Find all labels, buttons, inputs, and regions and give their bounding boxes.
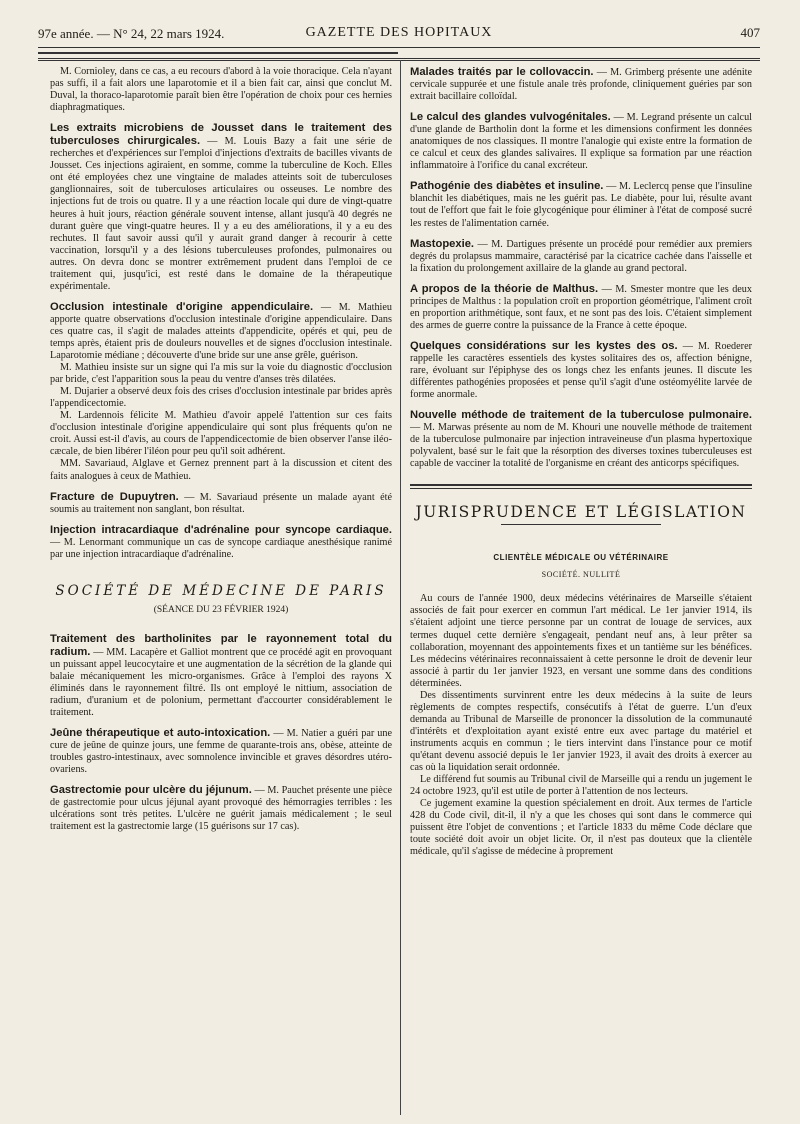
article-body: — M. Savariaud présente un malade ayant été soumis au traitement non sanglant, bon résultat. — [50, 491, 392, 515]
article-occlusion — [50, 301, 392, 362]
jurisprudence-underline — [501, 524, 661, 525]
article-title: Nouvelle méthode de traitement de la tuberculose pulmonaire. — [410, 409, 752, 422]
article-body: — M. Roederer rappelle les caractères essentiels des kystes solitaires des os, affection bénigne, rare, évoluant sur l'épiphyse des os longs chez les enfants jeunes. Il discute les différentes pathogénies proposées et pense qu'il s'agit d'une ostéomyélite larvée de forme anormale. — [410, 340, 752, 401]
journal-title: GAZETTE DES HOPITAUX — [305, 25, 493, 40]
page-number: 407 — [740, 25, 760, 40]
article-body: — M. Smester montre que les deux principes de Malthus : la population croît en proportion géométrique, l'aliment croît en proportion arithmétique, sont faux, et ne sont pas des lois. C'étaient simplement des armes de guerre contre la puissance de la France à cette époque. — [410, 283, 752, 331]
jurisprudence-subtitle-2: SOCIÉTÉ. NULLITÉ — [541, 570, 621, 580]
page-header — [38, 22, 760, 44]
issue-line: 97e année. — N° 24, 22 mars 1924. — [38, 26, 225, 41]
article-title: Traitement des bartholinites par le rayonnement total du radium. — [50, 632, 392, 658]
article-bartholinites — [50, 633, 392, 719]
article-body: — M. Pauchet présente une pièce de gastrectomie pour ulcus jéjunal ayant provoqué des hémorragies terribles : les ulcérations sont très petites. L'ulcère ne guérit jamais médicalement ; le seul traitement est la gastrectomie large (15 guérisons sur 17 cas). — [50, 785, 393, 833]
article-body: — M. Legrand présente un calcul d'une glande de Bartholin dont la forme et les dimensions confirment les données anatomiques de nos classiques. Il montre l'analogie qui existe entre la formation de ce calcul et ceux des glandes salivaires. Il explique sa formation par une réaction inflammatoire à l'orifice du canal excréteur. — [410, 112, 752, 172]
paragraph: Au cours de l'année 1900, deux médecins vétérinaires de Marseille s'étaient associés de fait pour exercer en commun l'art médical. Le 1er janvier 1914, ils s'étaient adjoint une tierce personne par un contrat de louage de services, aux termes duquel cette dernière s'engageait, pendant neuf ans, à leur prêter sa collaboration, moyennant des appointements fixes et un tantième sur les bénéfices. Les médecins vétérinaires reconnaissaient à cette personne le droit de devenir leur associé à partir du 1er janvier 1923, en versant une somme dans des conditions déterminées. — [410, 593, 752, 689]
seance-date: (SÉANCE DU 23 FÉVRIER 1924) — [153, 604, 289, 615]
article-title: Pathogénie des diabètes et insuline. — [410, 180, 604, 193]
intro-paragraph: M. Cornioley, dans ce cas, a eu recours d'abord à la voie thoracique. Cela n'ayant pas suffi, il a fait alors une laparotomie et il a bien fait car, ainsi que conclut M. Duval, la thoraco-laparotomie paraît bien être l'opération de choix pour ces hernies diaphragmatiques. — [50, 66, 392, 114]
article-body: — M. Natier a guéri par une cure de jeûne de quinze jours, une femme de quarante-trois ans, obèse, atteinte de troubles gastro-intestinaux, avec somnolence invincible et graves désordres utéro-ovariens. — [50, 728, 392, 776]
article-body: — M. Grimberg présente une adénite cervicale suppurée et une fistule anale très profonde, cliniquement guéries par son extrait bacillaire colloïdal. — [410, 67, 752, 103]
article-title: Les extraits microbiens de Jousset dans le traitement des tuberculoses chirurgicales. — [50, 122, 392, 148]
article-adrenaline — [50, 524, 392, 561]
jurisprudence-subtitle: CLIENTÈLE MÉDICALE OU VÉTÉRINAIRE — [493, 553, 669, 563]
header-rule — [38, 47, 760, 48]
article-diabetes — [410, 180, 752, 229]
article-title: Fracture de Dupuytren. — [50, 490, 179, 503]
article-title: Jeûne thérapeutique et auto-intoxication. — [50, 727, 271, 740]
paragraph: Des dissentiments survinrent entre les deux médecins à la suite de leurs règlements de comptes respectifs, consécutifs à l'état de guerre. L'un d'eux demanda au Tribunal de Marseille de prononcer la dissolution de la communauté d'intérêts et d'exploitation ayant existé entre eux avec partage du matériel et instruments acquis en commun ; le tiers intervint dans l'instance pour ce motif qu'étant devenu associé depuis le 1er janvier 1923, il avait des droits à exercer au cas où la liquidation serait ordonnée. — [410, 689, 752, 774]
right-column — [410, 66, 752, 858]
article-collovaccin — [410, 66, 752, 103]
article-jeune — [50, 727, 392, 776]
article-body: — M. Leclercq pense que l'insuline blanchit les diabétiques, mais ne les guérit pas. Le diabète, pour lui, résulte avant tout de l'effort que fait le foie glycogénique pour éliminer à l'état de composé sucré les restes de l'alimentation carnée. — [410, 181, 752, 229]
paragraph: Le différend fut soumis au Tribunal civil de Marseille qui a rendu un jugement le 24 octobre 1923, qu'il est utile de porter à l'attention de nos lecteurs. — [410, 774, 752, 798]
article-calcul — [410, 111, 752, 172]
article-body: — M. Louis Bazy a fait une série de recherches et d'expériences sur l'emploi d'injections d'extraits de bacilles vivants de Jousset. Ces injections agiraient, en somme, comme la tuberculine de Koch. Elles ont été employées chez une vingtaine de malades atteints soit de tuberculoses ganglionnaires, soit de tuberculoses articulaires ou osseuses. Le nombre des injections fut de trois ou quatre. Il y a une réaction locale qui dure de vingt-quatre heures à huit jours, réaction générale souvent intense, allant jusqu'à 40 degrés ne durant guère que vingt-quatre heures. Il y a eu des améliorations, il y a eu des rechutes. Il faut savoir aussi qu'il y aurait grand danger à recourir à cette vaccination, lorsqu'il y a des lésions tuberculeuses profondes, pulmonaires ou autres. On devra donc se montrer extrêmement prudent dans l'emploi de ce traitement qui, jusqu'ici, est resté dans le domaine de la thérapeutique expérimentale. — [50, 136, 392, 292]
article-malthus — [410, 283, 752, 332]
jurisprudence-rule — [410, 484, 752, 489]
article-mastopexie — [410, 238, 752, 275]
column-divider — [400, 60, 401, 1115]
article-dupuytren — [50, 491, 392, 516]
article-kystes — [410, 340, 752, 401]
section-title: SOCIÉTÉ DE MÉDECINE DE PARIS — [55, 582, 387, 599]
jurisprudence-title: JURISPRUDENCE ET LÉGISLATION — [415, 503, 747, 522]
paragraph: MM. Savariaud, Alglave et Gernez prennent part à la discussion et citent des faits analogues à ceux de Mathieu. — [50, 458, 392, 482]
article-title: Malades traités par le collovaccin. — [410, 66, 594, 78]
article-tuberculose — [410, 409, 752, 470]
paragraph: M. Dujarier a observé deux fois des crises d'occlusion intestinale par brides après l'appendicectomie. — [50, 386, 392, 410]
article-title: Le calcul des glandes vulvogénitales. — [410, 111, 611, 124]
article-jousset — [50, 122, 392, 293]
article-body: — M. Mathieu apporte quatre observations d'occlusion intestinale d'origine appendiculaire. Dans ces quatre cas, il s'agit de malades atteints d'appendicite, opérés et qui, peu de temps après, étaient pris de douleurs nouvelles et de signes d'occlusion intestinale. Laparotomie médiane ; découverte d'une bride sur une anse grêle, guérison. — [50, 301, 392, 362]
article-body: — M. Lenormant communique un cas de syncope cardiaque anesthésique ranimé par une injection intracardiaque d'adrénaline. — [50, 536, 392, 560]
article-body: — M. Dartigues présente un procédé pour remédier aux premiers degrés du prolapsus mammaire, caractérisé par la cicatrice cachée dans l'aisselle et la fixation du prolongement axillaire de la glande au grand pectoral. — [410, 238, 752, 274]
paragraph: M. Mathieu insiste sur un signe qui l'a mis sur la voie du diagnostic d'occlusion par bride, c'est l'apparition sous la peau du ventre d'anses très dilatées. — [50, 362, 392, 386]
header-rule-thick — [38, 52, 398, 54]
article-title: Occlusion intestinale d'origine appendiculaire. — [50, 300, 314, 313]
article-title: Gastrectomie pour ulcère du jéjunum. — [50, 784, 252, 797]
paragraph: M. Lardennois félicite M. Mathieu d'avoir appelé l'attention sur ces faits d'occlusion intestinale d'origine appendiculaire qui sont plus fréquents qu'on ne croit. Aussi est-il d'avis, au cours de l'appendicectomie de bien observer l'anse iléo-cæcale, de bien libérer l'iléon pour peu qu'il soit adhérent. — [50, 410, 392, 458]
header-double-rule — [38, 58, 760, 61]
article-body: — MM. Lacapère et Galliot montrent que ce procédé agit en provoquant un puissant appel leucocytaire et une augmentation de la sécrétion de la glande qui balaie mécaniquement les micro-organismes. Grâce à l'emploi des rayons X éliminés dans le rayonnement filtré. Ils ont employé le nittium, association de radium, d'uranium et de polonium, permettant d'accourter considérablement le traitement. — [50, 646, 392, 719]
paragraph: Ce jugement examine la question spécialement en droit. Aux termes de l'article 428 du Code civil, dit-il, il n'y a que les choses qui sont dans le commerce qui puissent être l'objet de conventions ; et l'article 1833 du même Code déclare que toute société doit avoir un objet licite. Or, il n'est pas douteux que la clientèle médicale, qu'il s'agisse de médecine à proprement — [410, 798, 752, 858]
article-title: A propos de la théorie de Malthus. — [410, 282, 599, 295]
article-body: — M. Marwas présente au nom de M. Khouri une nouvelle méthode de traitement de la tuberculose pulmonaire par injection intraveineuse d'un plasma hypertoxique polyvalent, basé sur le fait que la résorption des diverses toxines tuberculeuses est capable de vacciner la totalité de l'organisme en créant des anticorps spécifiques. — [410, 422, 752, 470]
article-title: Quelques considérations sur les kystes des os. — [410, 339, 678, 352]
article-gastrectomie — [50, 784, 392, 833]
article-title: Mastopexie. — [410, 237, 475, 250]
left-column — [50, 66, 392, 833]
article-title: Injection intracardiaque d'adrénaline pour syncope cardiaque. — [50, 523, 392, 536]
